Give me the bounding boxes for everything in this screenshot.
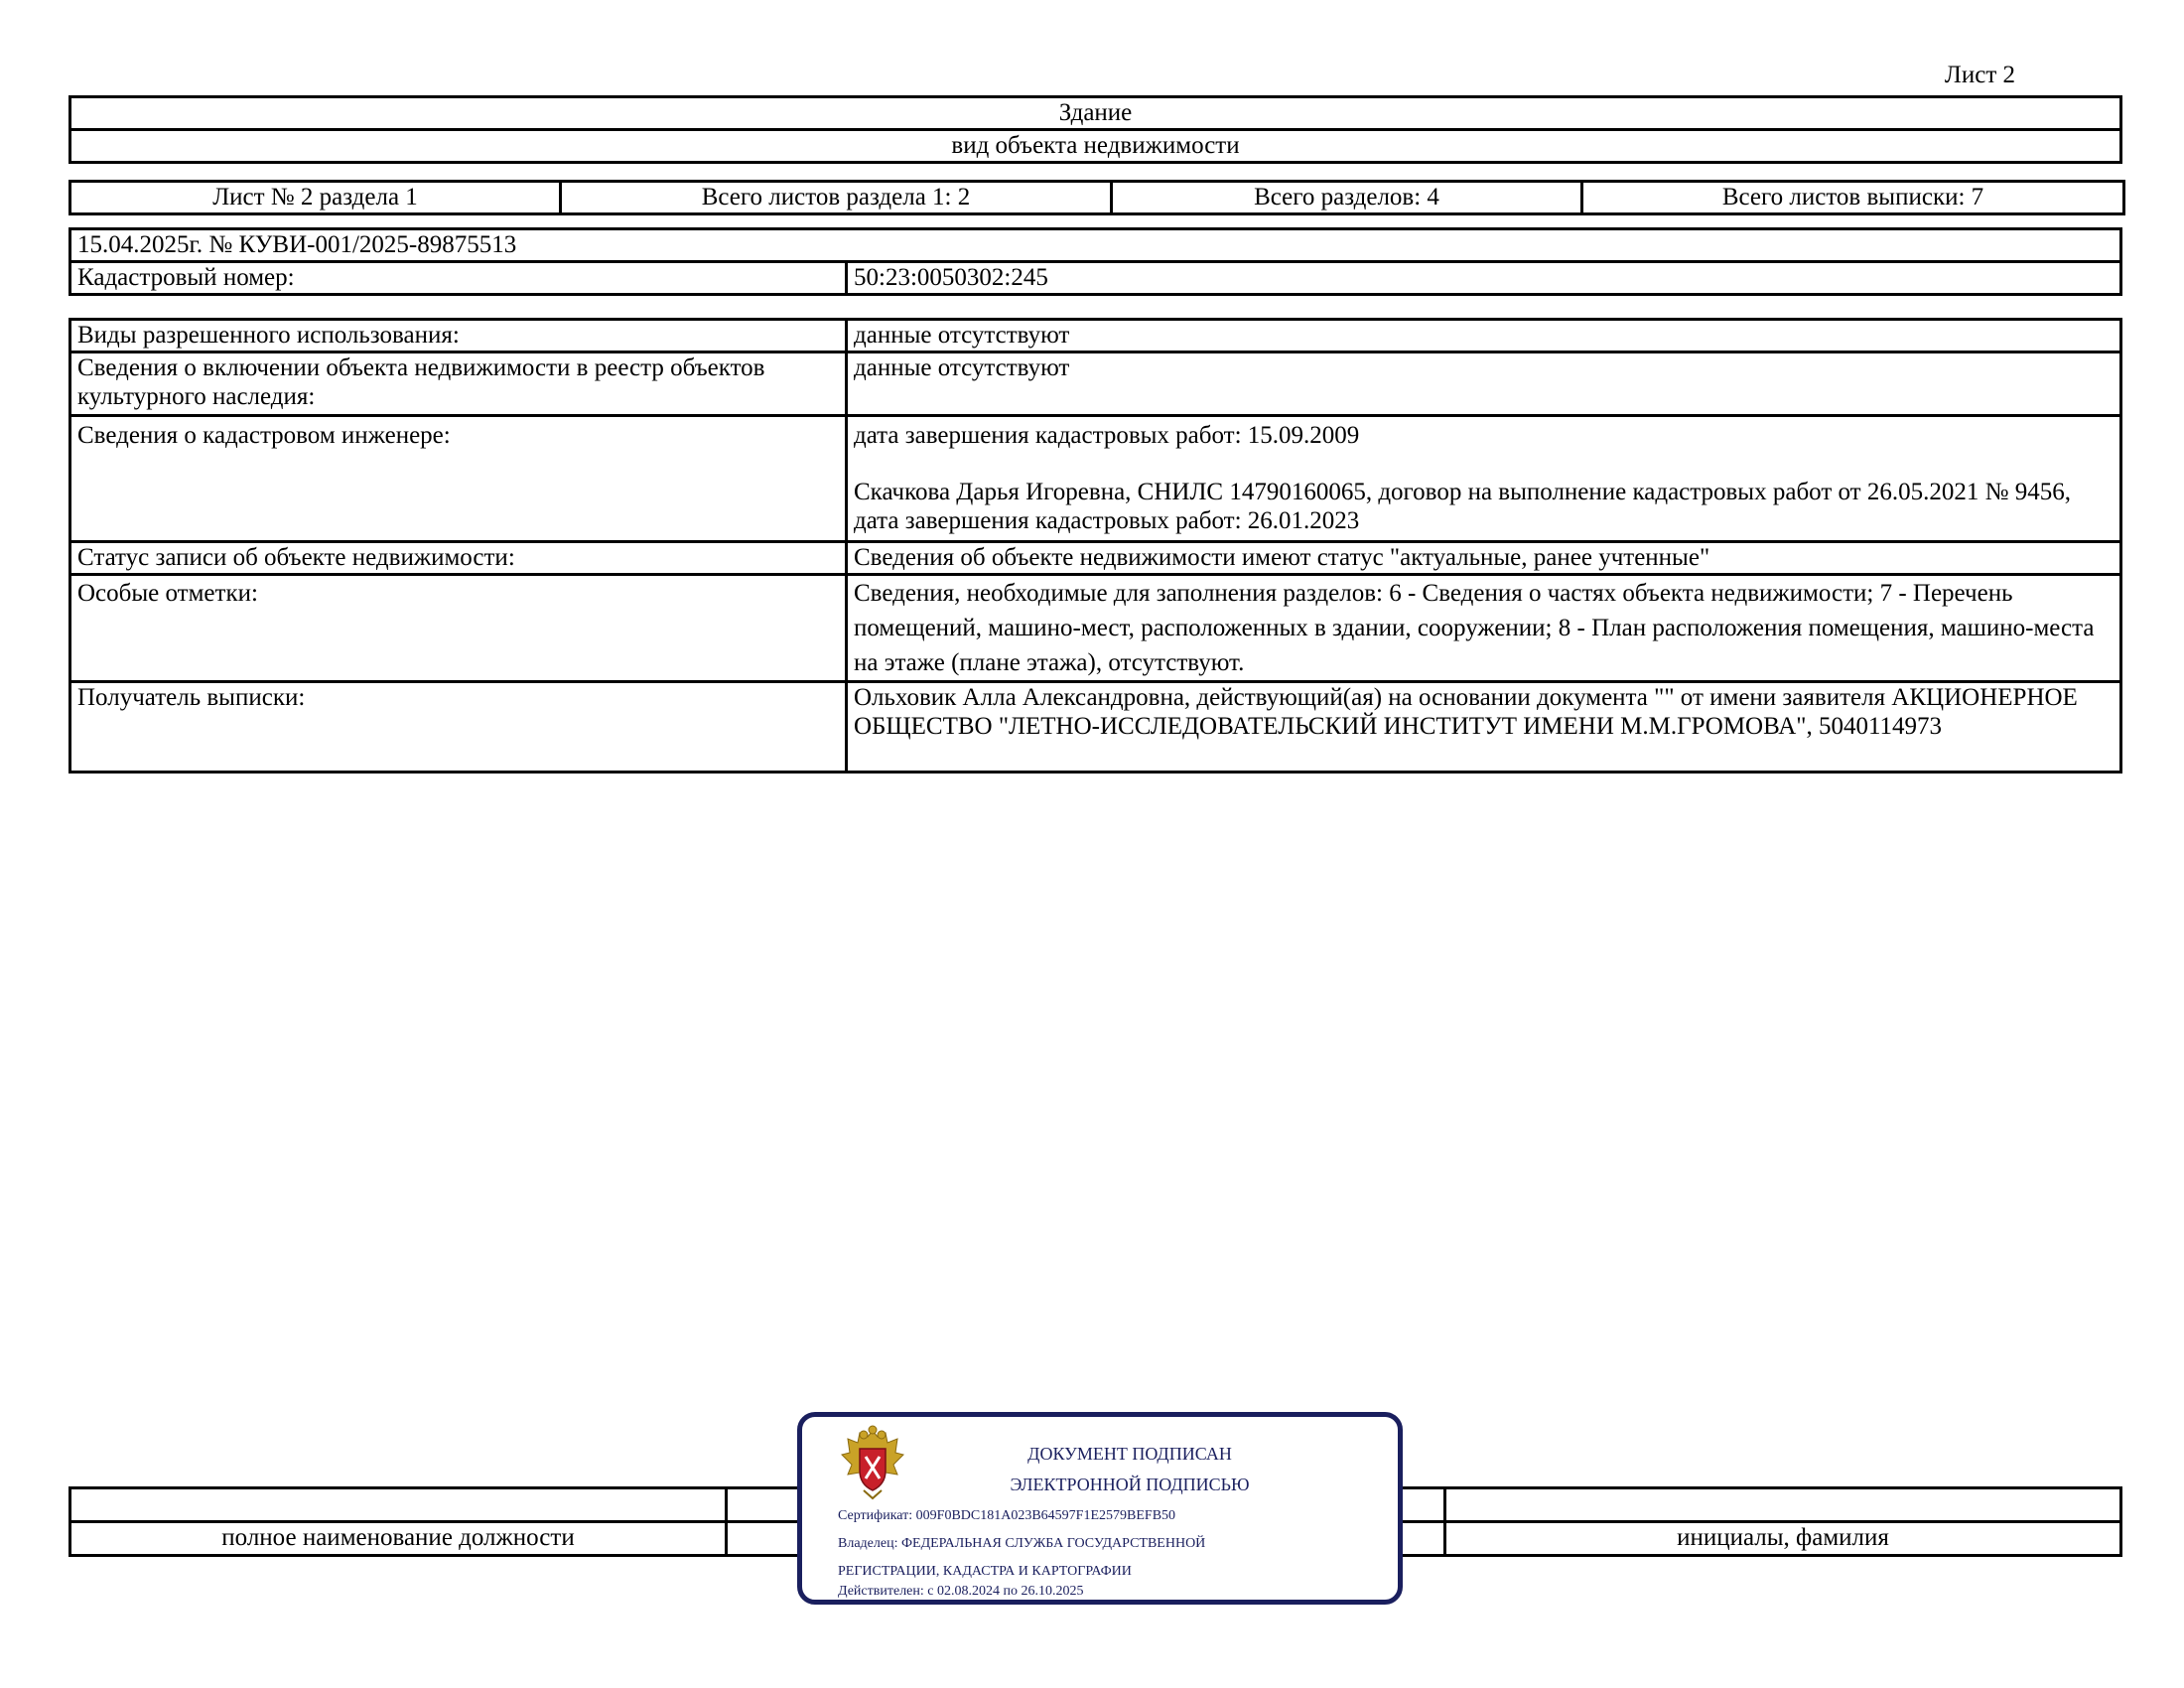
- sheet-of-section: Лист № 2 раздела 1: [70, 182, 561, 214]
- total-sheets-extract: Всего листов выписки: 7: [1582, 182, 2124, 214]
- stamp-owner-line-1: Владелец: ФЕДЕРАЛЬНАЯ СЛУЖБА ГОСУДАРСТВЕННОЙ: [838, 1536, 1206, 1551]
- cadastral-number-label: Кадастровый номер:: [70, 262, 847, 295]
- engineer-line-2: Скачкова Дарья Игоревна, СНИЛС 14790160065, договор на выполнение кадастровых работ от 26.05.2021 № 9456, дата завершения кадастровых работ: 26.01.2023: [854, 479, 2071, 534]
- total-sections: Всего разделов: 4: [1112, 182, 1582, 214]
- table-row: [70, 682, 2121, 773]
- engineer-line-1: дата завершения кадастровых работ: 15.09.2009: [854, 422, 1360, 449]
- row-label: Виды разрешенного использования:: [70, 320, 847, 352]
- row-value: Сведения, необходимые для заполнения разделов: 6 - Сведения о частях объекта недвижимости; 7 - Перечень помещений, машино-мест, расположенных в здании, сооружении; 8 - План расположения помещения, машино-места на этаже (плане этажа), отсутствуют.: [847, 575, 2121, 682]
- row-value: Ольховик Алла Александровна, действующий(ая) на основании документа "" от имени заявителя АКЦИОНЕРНОЕ ОБЩЕСТВО "ЛЕТНО-ИССЛЕДОВАТЕЛЬСКИЙ ИНСТИТУТ ИМЕНИ М.М.ГРОМОВА", 5040114973: [847, 682, 2121, 773]
- position-caption: полное наименование должности: [70, 1522, 727, 1556]
- total-sheets-section: Всего листов раздела 1: 2: [561, 182, 1112, 214]
- name-field: [1445, 1488, 2121, 1522]
- coat-of-arms-icon: [838, 1425, 907, 1500]
- row-value: Сведения об объекте недвижимости имеют статус "актуальные, ранее учтенные": [847, 542, 2121, 575]
- table-row: [70, 320, 2121, 352]
- table-row: [70, 416, 2121, 542]
- object-type-caption: вид объекта недвижимости: [70, 130, 2121, 163]
- row-value: данные отсутствуют: [847, 352, 2121, 416]
- stamp-title-line-1: ДОКУМЕНТ ПОДПИСАН: [1027, 1444, 1232, 1464]
- extract-date-number: 15.04.2025г. № КУВИ-001/2025-89875513: [70, 229, 2121, 262]
- row-value-engineer: [847, 416, 2121, 542]
- table-row: [70, 352, 2121, 416]
- row-label: Сведения о кадастровом инженере:: [70, 416, 847, 542]
- position-field: [70, 1488, 727, 1522]
- row-label: Сведения о включении объекта недвижимости в реестр объектов культурного наследия:: [70, 352, 847, 416]
- row-label: Статус записи об объекте недвижимости:: [70, 542, 847, 575]
- object-type-value: Здание: [70, 97, 2121, 130]
- electronic-signature-stamp: [797, 1412, 1403, 1605]
- row-label: Особые отметки:: [70, 575, 847, 682]
- table-row: [70, 575, 2121, 682]
- stamp-title-line-2: ЭЛЕКТРОННОЙ ПОДПИСЬЮ: [1010, 1475, 1250, 1494]
- table-row: [70, 542, 2121, 575]
- extract-info-table: [68, 227, 2122, 296]
- stamp-validity: Действителен: с 02.08.2024 по 26.10.2025: [838, 1584, 1084, 1599]
- row-label: Получатель выписки:: [70, 682, 847, 773]
- row-value: данные отсутствуют: [847, 320, 2121, 352]
- stamp-owner-line-2: РЕГИСТРАЦИИ, КАДАСТРА И КАРТОГРАФИИ: [838, 1564, 1132, 1579]
- stamp-certificate: Сертификат: 009F0BDC181A023B64597F1E2579BEFB50: [838, 1508, 1176, 1523]
- cadastral-number-value: 50:23:0050302:245: [847, 262, 2121, 295]
- sheet-number: Лист 2: [1944, 62, 2015, 88]
- object-details-table: [68, 318, 2122, 774]
- sheet-info-table: [68, 180, 2125, 215]
- name-caption: инициалы, фамилия: [1445, 1522, 2121, 1556]
- object-type-table: [68, 95, 2122, 164]
